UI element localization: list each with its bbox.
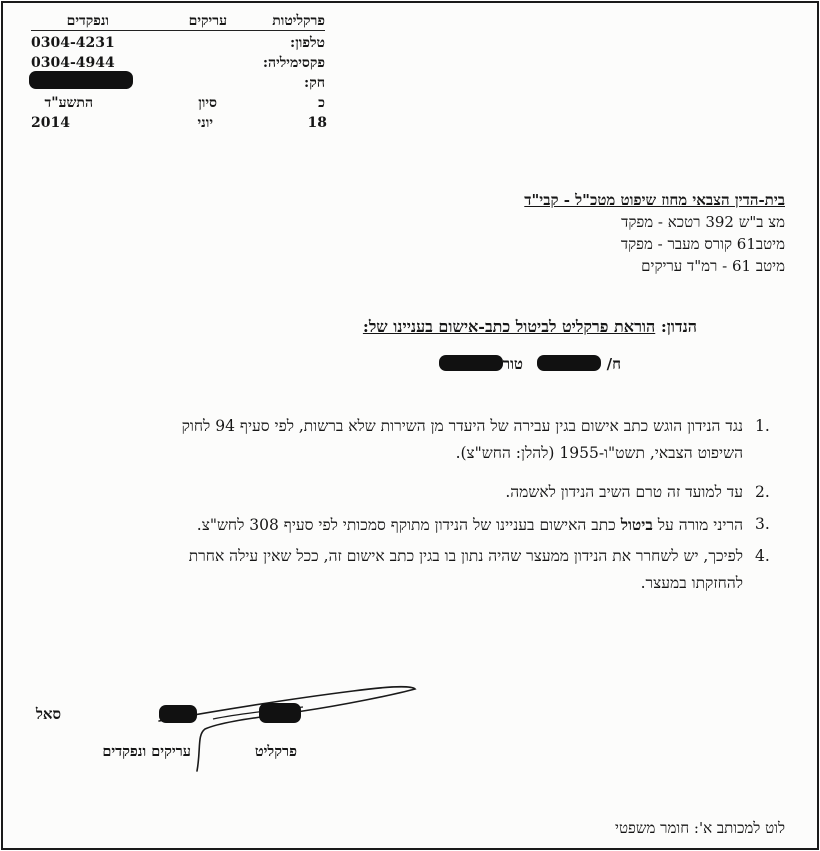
redaction-mark bbox=[29, 71, 133, 89]
redaction-mark bbox=[159, 705, 197, 723]
fax-label: פקסימיליה: bbox=[262, 55, 325, 71]
subject-line bbox=[363, 317, 697, 337]
paragraph-number: 1. bbox=[755, 417, 770, 435]
paragraph-line: עד למועד זה טרם השיב הנידון לאשמה. bbox=[505, 483, 743, 501]
enclosure-value: חומר משפטי bbox=[615, 819, 690, 837]
date-year: 2014 bbox=[31, 115, 70, 131]
paragraph-line: לפיכך, יש לשחרר את הנידון ממעצר שהיה נתון בו בגין כתב אישום זה, ככל שאין עילה אחרת bbox=[188, 547, 743, 565]
subject-person-prefix: ח/ bbox=[606, 355, 621, 373]
paragraph-3 bbox=[77, 511, 777, 539]
recipient-line-1: בית-הדין הצבאי מחוז שיפוט מטכ"ל - קבי"ד bbox=[524, 191, 785, 209]
paragraph-line: להחזקתו במעצר. bbox=[640, 574, 743, 592]
office-title: פרקליטות bbox=[272, 13, 325, 29]
header-underline bbox=[31, 30, 325, 31]
subject-person-rank: טור bbox=[502, 355, 523, 373]
paragraph-1 bbox=[77, 413, 777, 467]
phone-label: טלפון: bbox=[290, 35, 325, 51]
date-day: 18 bbox=[307, 115, 327, 131]
hebrew-date-prefix: כ bbox=[318, 95, 325, 111]
signatory-unit: עריקים ונפקדים bbox=[102, 743, 191, 760]
signatory-role: פרקליט bbox=[254, 743, 297, 760]
office-unit: עריקים bbox=[188, 13, 227, 29]
date-month: יוני bbox=[197, 115, 213, 131]
document-page bbox=[1, 1, 819, 850]
subject-text: הוראת פרקליט לביטול כתב-אישום בעניינו של: bbox=[362, 317, 656, 336]
paragraph-4 bbox=[77, 543, 777, 597]
recipient-line-4: מיטב 61 - רמ"ד עריקים bbox=[641, 257, 785, 275]
recipient-line-2: מצ ב"ש 392 רטכא - מפקד bbox=[621, 213, 785, 231]
subject-label: הנדון: bbox=[660, 317, 697, 336]
paragraph-line: השיפוט הצבאי, תשט"ו-1955 (להלן: החש"צ). bbox=[455, 444, 743, 462]
emphasis-cancel: ביטול bbox=[620, 515, 653, 534]
paragraph-number: 4. bbox=[755, 547, 770, 565]
signatory-rank: סאל bbox=[35, 705, 61, 723]
phone-value: 0304-4231 bbox=[31, 35, 115, 51]
fax-value: 0304-4944 bbox=[31, 55, 115, 71]
redaction-mark bbox=[537, 355, 601, 371]
redaction-mark bbox=[439, 355, 503, 371]
hebrew-date-month: סיון bbox=[198, 95, 217, 111]
recipient-line-3: מיטב61 קורס מעבר - מפקד bbox=[620, 235, 785, 253]
reference-label: חק: bbox=[304, 75, 325, 91]
enclosure-label: לוט למכותב א': bbox=[693, 819, 785, 837]
enclosure-line bbox=[615, 819, 785, 838]
paragraph-2 bbox=[77, 479, 777, 506]
redaction-mark bbox=[259, 703, 301, 723]
hebrew-date-year: התשע"ד bbox=[44, 95, 93, 111]
paragraph-number: 2. bbox=[755, 483, 770, 501]
paragraph-number: 3. bbox=[755, 515, 770, 533]
paragraph-line: נגד הנידון הוגש כתב אישום בגין עבירה של היעדר מן השירות שלא ברשות, לפי סעיף 94 לחוק bbox=[181, 417, 743, 435]
office-unit-2: ונפקדים bbox=[66, 13, 109, 29]
paragraph-line: הריני מורה על ביטול כתב האישום בעניינו של הנידון מתוקף סמכותי לפי סעיף 308 לחש"צ. bbox=[196, 515, 743, 534]
